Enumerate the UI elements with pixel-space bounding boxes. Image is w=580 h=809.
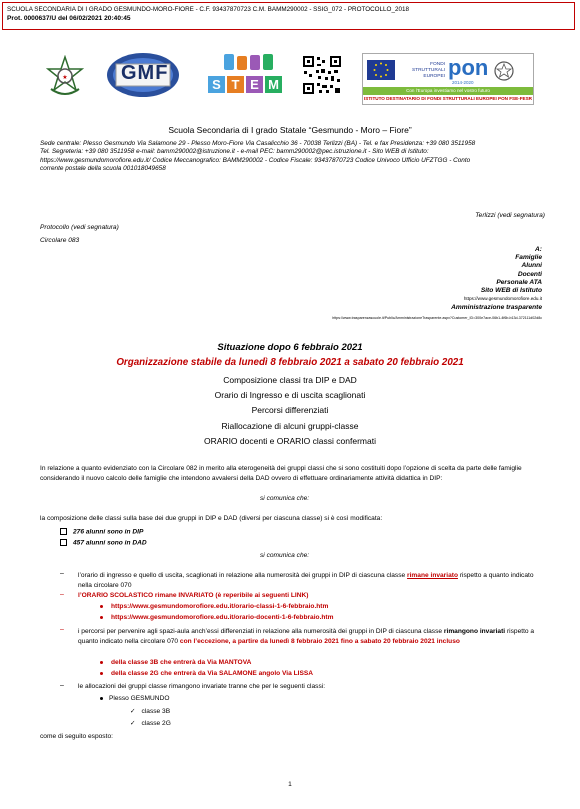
bullet-dot-icon [100, 616, 103, 619]
title-topics [0, 373, 580, 449]
composition-text: la composizione delle classi sulla base dei due gruppi in DIP e DAD (diversi per ciascuna classe) si è così modificata: [40, 515, 383, 522]
class-item-2 [130, 719, 171, 727]
bullet-paths [78, 627, 545, 646]
gmf-logo-text: GMF [121, 62, 169, 84]
bullet-entry-text: l’orario di ingresso e quello di uscita, scaglionati in relazione alla numerosità dei gruppi in DIP di ciascuna classe [78, 572, 406, 579]
school-site-link[interactable]: https://www.gesmundomorofiore.edu.it [463, 296, 542, 301]
svg-text:★: ★ [62, 75, 68, 81]
pon-logo-text: pon [448, 55, 489, 80]
pon-years: 2014-2020 [452, 80, 474, 85]
checkmark-icon: ✓ [130, 708, 136, 715]
bullet-paths-bold: rimangono invariati [443, 628, 506, 635]
admin-transparency-link[interactable]: https://www.trasparenzascuole.it/Public/AmministrazioneTrasparente.aspx?Customer_ID=300e7ace-06b1-4f6b-b13d-372111d02d8c [332, 316, 542, 320]
dash-bullet: – [60, 626, 64, 633]
recipient-1: Famiglie [515, 254, 542, 262]
contact-line-1: Sede centrale: Plesso Gesmundo Via Salamone 29 - Plesso Moro-Fiore Via Casalicchio 36 - 70038 Terlizzi (BA) - Tel. e fax Presidenza: +39 080 3511958 [40, 140, 476, 147]
checkmark-icon: ✓ [130, 720, 136, 727]
exception-2g: della classe 2G che entrerà da Via SALAMONE angolo Via LISSA [111, 670, 314, 677]
title-situation: Situazione dopo 6 febbraio 2021 [217, 342, 363, 353]
count-dad: 457 alunni sono in DAD [73, 539, 147, 547]
stem-letter-m: M [265, 76, 282, 93]
exception-item-1 [100, 659, 251, 666]
bullet-entry-tail: rispetto a quanto indicato nella circolare 070 [78, 572, 534, 589]
recipient-3: Docenti [517, 270, 542, 278]
dash-bullet: – [60, 682, 64, 689]
recipients-to: A: [535, 246, 542, 253]
contact-line-4: corrente postale della scuola 001018049658 [40, 164, 166, 172]
bullet-entry-times [78, 571, 545, 590]
bullet-allocations: le allocazioni dei gruppi classe rimangono invariate tranne che per le seguenti classi: [78, 683, 326, 690]
bullet-paths-mid: rispetto a quanto indicato nella circolare 070 [78, 628, 535, 645]
plesso-name: Plesso GESMUNDO [109, 695, 170, 702]
checkbox-icon [60, 539, 67, 546]
italian-republic-emblem-icon [45, 55, 85, 97]
recipient-2: Alunni [521, 262, 542, 270]
admin-transparency: Amministrazione trasparente [451, 304, 542, 311]
bullet-paths-exception: con l’eccezione, a partire da lunedì 8 febbraio 2021 fino a sabato 20 febbraio 2021 incluso [179, 637, 460, 645]
stem-letter-t: T [227, 76, 244, 93]
exception-item-2 [100, 670, 313, 677]
contact-line-2: Tel. Segreteria: +39 080 3511958 e-mail: bamm290002@istruzione.it - e-mail PEC: bamm290002@pec.istruzione.it - Sito WEB di Istituto: [40, 148, 429, 156]
topic-3: Percorsi differenziati [251, 405, 329, 416]
circular-number: Circolare 083 [40, 237, 80, 244]
topic-1: Composizione classi tra DIP e DAD [223, 375, 357, 385]
gmf-logo [104, 50, 182, 100]
bullet-paths-text: i percorsi per pervenire agli spazi-aula anch’essi differenziati in relazione alla numerosità dei gruppi in DIP di ciascuna classe [78, 628, 443, 635]
schedule-link-teachers[interactable]: https://www.gesmundomorofiore.edu.it/orario-docenti-1-6-febbraio.htm [111, 614, 334, 621]
page-number: 1 [288, 781, 292, 788]
dash-bullet: – [60, 591, 64, 598]
qr-code-icon [302, 55, 342, 95]
contact-line-3: https://www.gesmundomorofiore.edu.it/ Codice Meccanografico: BAMM290002 - Codice Fiscale: 93437870723 Codice Univoco Ufficio UFZTGG - Conto [40, 156, 471, 164]
pon-banner [362, 53, 534, 105]
protocol-reference: Protocollo (vedi segnatura) [40, 224, 119, 231]
class-2g: classe 2G [141, 720, 171, 727]
bullet-entry-highlight: rimane invariato [407, 572, 458, 579]
topic-2: Orario di Ingresso e di uscita scaglionati [214, 390, 366, 401]
bullet-dot-icon [100, 605, 103, 608]
count-dip: 276 alunni sono in DIP [73, 528, 144, 536]
exception-3b: della classe 3B che entrerà da Via MANTOVA [111, 659, 252, 666]
count-dad-item [60, 539, 147, 546]
class-item-1 [130, 707, 170, 715]
dash-bullet: – [60, 570, 64, 577]
recipient-5: Sito WEB di Istituto [480, 287, 542, 295]
pon-motto: Con l'Europa investiamo nel vostro futuro [363, 87, 533, 95]
title-organization: Organizzazione stabile da lunedì 8 febbraio 2021 a sabato 20 febbraio 2021 [116, 357, 464, 368]
link-item-2 [100, 614, 333, 621]
recipients-block [300, 246, 542, 295]
stamp-line-2: Prot. 0000637/U del 06/02/2021 20:40:45 [7, 15, 131, 22]
class-3b: classe 3B [141, 708, 171, 715]
count-dip-item [60, 528, 143, 535]
document-place: Terlizzi (vedi segnatura) [475, 212, 545, 219]
intro-paragraph: In relazione a quanto evidenziato con la Circolare 082 in merito alla eterogeneità dei gruppi classi che si sono costituiti dopo l’opzione di scelta da parte delle famiglie considerando il nuovo calcolo delle famiglie che intendono avvalersi della DAD ovvero di effettuare ordinariamente attività didattica in DIP: [40, 465, 522, 482]
pon-small-text: FONDI STRUTTURALI EUROPEI [411, 62, 445, 79]
stem-logo [208, 52, 286, 96]
topic-5: ORARIO docenti e ORARIO classi confermati [204, 435, 376, 446]
stamp-line-1: SCUOLA SECONDARIA DI I GRADO GESMUNDO-MORO-FIORE - C.F. 93437870723 C.M. BAMM290002 - SSIG_072 - PROTOCOLLO_2018 [7, 6, 409, 13]
bullet-dot-icon [100, 661, 103, 664]
checkbox-icon [60, 528, 67, 535]
si-comunica-1: si comunica che: [260, 495, 310, 502]
closing-text: come di seguito esposto: [40, 733, 113, 740]
topic-4: Riallocazione di alcuni gruppi-classe [221, 420, 359, 431]
stem-letter-e: E [246, 76, 263, 93]
protocol-stamp [2, 2, 575, 30]
stem-letter-s: S [208, 76, 225, 93]
school-name: Scuola Secondaria di I grado Statale “Gesmundo - Moro – Fiore” [168, 125, 412, 135]
bullet-schedule: l’ORARIO SCOLASTICO rimane INVARIATO (è reperibile ai seguenti LINK) [78, 592, 309, 599]
bullet-dot-icon [100, 672, 103, 675]
bullet-dot-icon [100, 697, 103, 700]
eu-flag-icon [367, 60, 395, 80]
link-item-1 [100, 603, 328, 610]
school-contact-info [40, 140, 545, 173]
stem-letters [208, 76, 286, 93]
plesso-item [100, 695, 169, 702]
recipient-4: Personale ATA [496, 278, 542, 286]
schedule-link-classes[interactable]: https://www.gesmundomorofiore.edu.it/orario-classi-1-6-febbraio.htm [111, 603, 329, 610]
stem-icons [224, 52, 274, 74]
ministry-emblem-icon [493, 60, 515, 82]
pon-caption: ISTITUTO DESTINATARIO DI FONDI STRUTTURALI EUROPEI PON FSE-FESR [364, 96, 532, 101]
si-comunica-2: si comunica che: [260, 552, 310, 559]
